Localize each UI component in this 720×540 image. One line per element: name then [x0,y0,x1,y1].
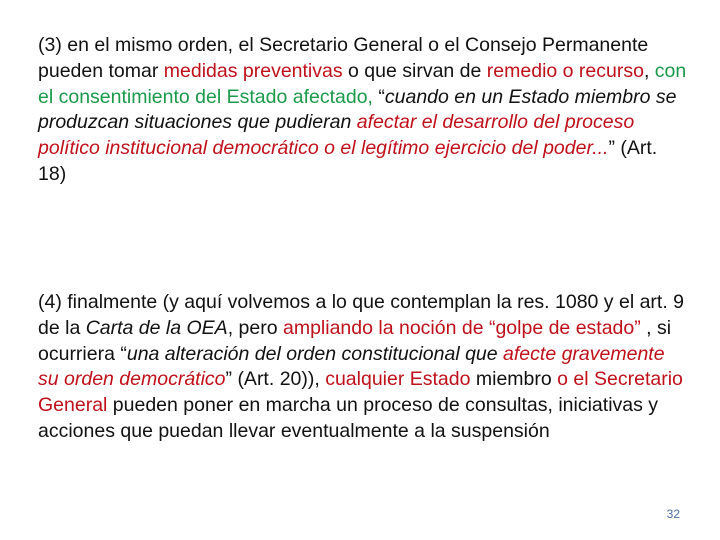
highlight-secretary-general: o el Secretario General [38,368,683,417]
highlight-remedy: remedio o recurso [486,59,644,82]
highlight-quoted-grave: afecte gravemente su orden democrático [38,342,665,391]
text-span: o que sirvan de [342,59,487,82]
text-span: , [643,59,655,82]
highlight-any-state: cualquier Estado [325,368,471,391]
paragraph-article-18 [38,33,688,188]
text-span: miembro [470,368,558,391]
paragraph-article-20 [38,290,688,445]
text-span: pueden poner en marcha un proceso de consultas, iniciativas y acciones que puedan llevar eventualmente a la suspensión [38,394,659,442]
text-span: , si ocurriera “ [38,316,672,365]
text-span: (3) en el mismo orden, el Secretario General o el Consejo Permanente pueden tomar [38,34,649,82]
quoted-text: cuando en un Estado miembro se produzcan situaciones que pudieran [38,85,677,134]
quoted-text: una alteración del orden constitucional que [126,342,504,365]
highlight-quoted-affect: afectar el desarrollo del proceso político institucional democrático o el legítimo ejercicio del poder... [38,111,635,160]
text-span: ” (Art. 20)), [225,368,326,391]
carta-oea-title: Carta de la OEA [85,316,228,339]
highlight-coup-notion: ampliando la noción de “golpe de estado” [282,316,641,339]
highlight-preventive-measures: medidas preventivas [163,59,343,82]
text-span: , pero [227,316,283,339]
page-number: 32 [666,507,680,521]
highlight-consent: con el consentimiento del Estado afectado, [38,59,687,108]
text-span: “ [372,85,385,108]
text-span: ” (Art. 18) [38,137,658,185]
text-span: (4) finalmente (y aquí volvemos a lo que contemplan la res. 1080 y el art. 9 de la [38,291,685,339]
